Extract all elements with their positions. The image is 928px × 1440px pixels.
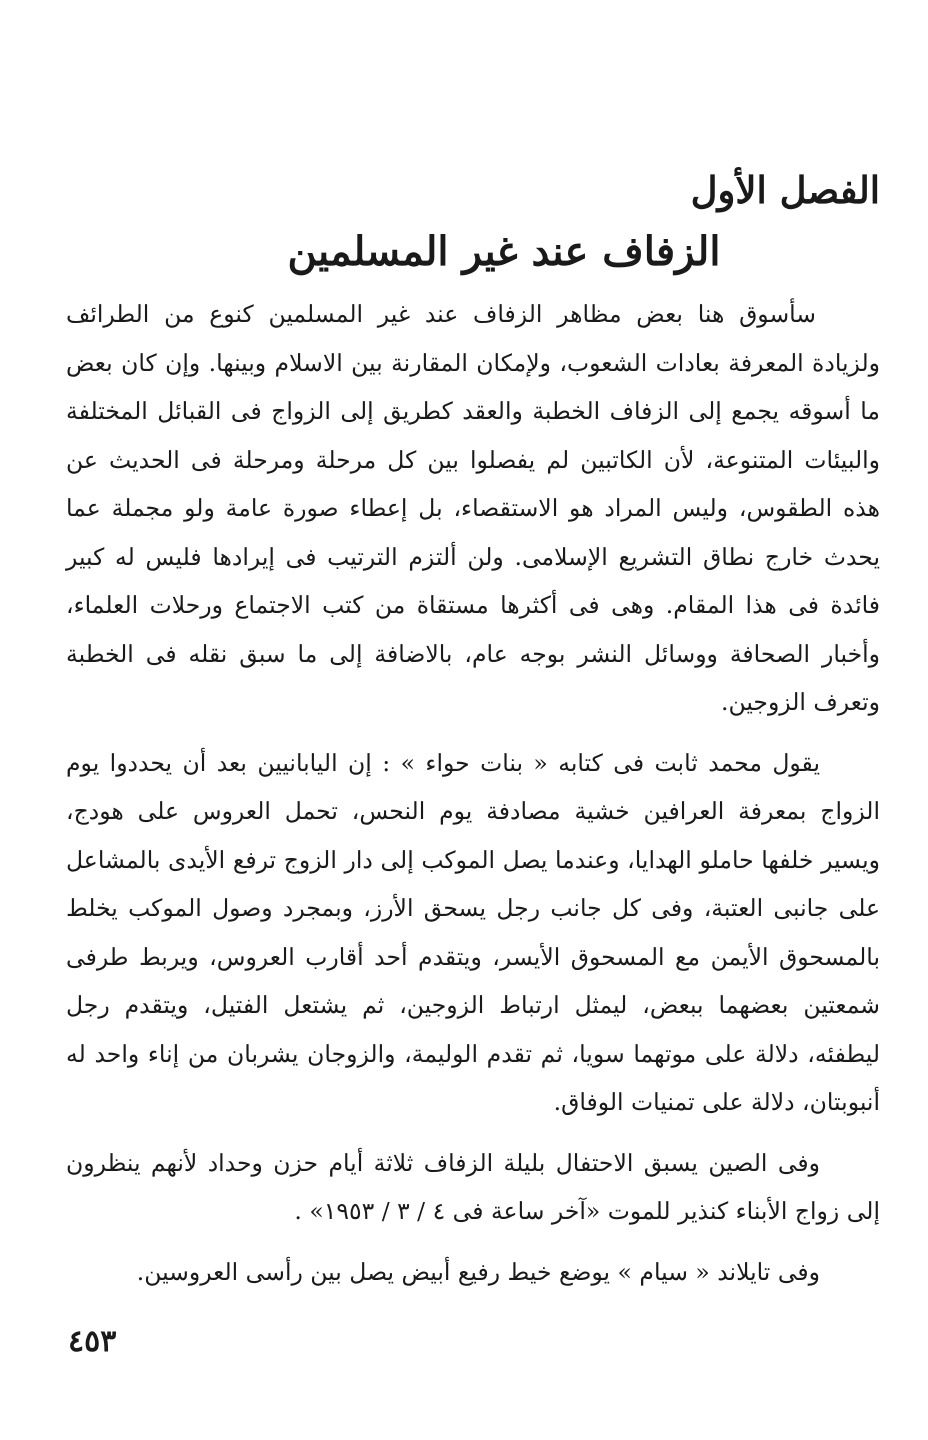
page-number: ٤٥٣ xyxy=(68,1324,117,1359)
paragraph-intro: سأسوق هنا بعض مظاهر الزفاف عند غير المسلمين كنوع من الطرائف ولزيادة المعرفة بعادات الشعوب، ولإمكان المقارنة بين الاسلام وبينها. وإن كان بعض ما أسوقه يجمع إلى الزفاف الخطبة والعقد كطريق إلى الزواج فى القبائل المختلفة والبيئات المتنوعة، لأن الكاتبين لم يفصلوا بين كل مرحلة ومرحلة فى الحديث عن هذه الطقوس، وليس المراد هو الاستقصاء، بل إعطاء صورة عامة ولو مجملة عما يحدث خارج نطاق التشريع الإسلامى. ولن ألتزم الترتيب فى إيرادها فليس له كبير فائدة فى هذا المقام. وهى فى أكثرها مستقاة من كتب الاجتماع ورحلات العلماء، وأخبار الصحافة ووسائل النشر بوجه عام، بالاضافة إلى ما سبق نقله فى الخطبة وتعرف الزوجين. xyxy=(66,300,880,716)
chapter-title: الزفاف عند غير المسلمين xyxy=(287,228,721,275)
body-text xyxy=(66,290,880,1308)
paragraph-china: وفى الصين يسبق الاحتفال بليلة الزفاف ثلاثة أيام حزن وحداد لأنهم ينظرون إلى زواج الأبناء كنذير للموت «آخر ساعة فى ٤ / ٣ / ١٩٥٣» . xyxy=(66,1148,880,1225)
chapter-heading: الفصل الأول xyxy=(690,168,880,212)
paragraph-japan: يقول محمد ثابت فى كتابه « بنات حواء » : إن اليابانيين بعد أن يحددوا يوم الزواج بمعرفة العرافين خشية مصادفة يوم النحس، تحمل العروس على هودج، ويسير خلفها حاملو الهدايا، وعندما يصل الموكب إلى دار الزوج ترفع الأيدى بالمشاعل على جانبى العتبة، وفى كل جانب رجل يسحق الأرز، وبمجرد وصول الموكب يخلط بالمسحوق الأيمن مع المسحوق الأيسر، ويتقدم أحد أقارب العروس، ويربط طرفى شمعتين بعضهما ببعض، ليمثل ارتباط الزوجين، ثم يشتعل الفتيل، ويتقدم رجل ليطفئه، دلالة على موتهما سويا، ثم تقدم الوليمة، والزوجان يشربان من إناء واحد له أنبوبتان، دلالة على تمنيات الوفاق. xyxy=(66,748,880,1116)
paragraph-thailand: وفى تايلاند « سيام » يوضع خيط رفيع أبيض يصل بين رأسى العروسين. xyxy=(136,1257,820,1286)
